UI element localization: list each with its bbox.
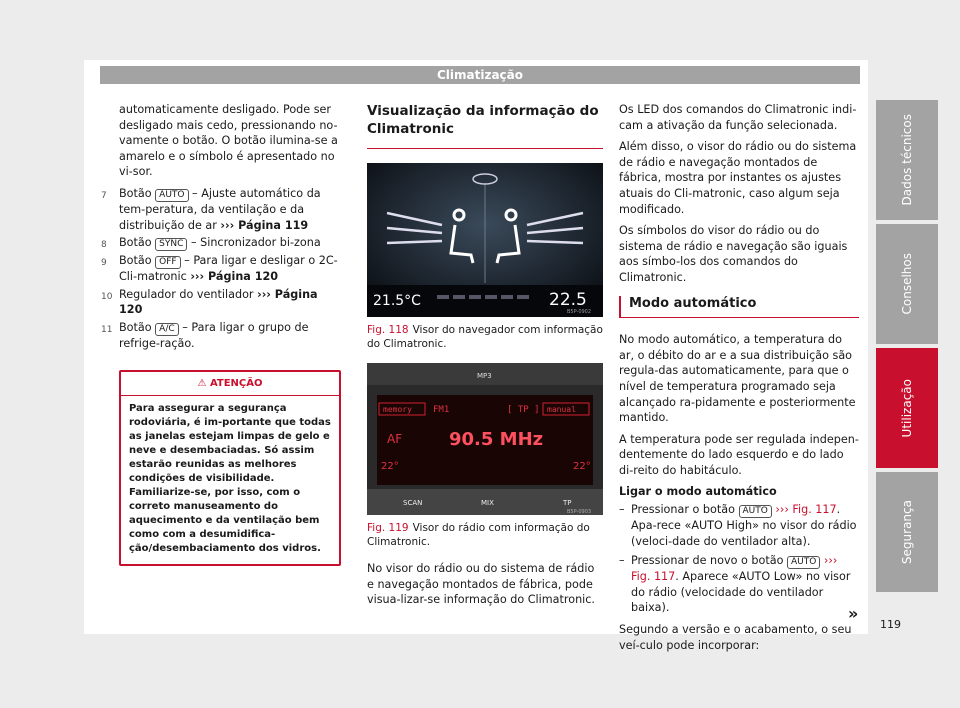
section-header: Climatização: [100, 66, 860, 84]
warning-text: Para assegurar a segurança rodoviária, é im-portante que todas as janelas estejam limpas de gelo e neve e desembaciadas. Só assim estarão reunidas as melhores condições de visibilidade. Familiarize-se, por isso, com o correto manuseamento do aquecimento e da ventilação bem como com a desumidifica-ção/desembaciamento dos vidros.: [121, 396, 339, 564]
paragraph: Além disso, o visor do rádio ou do sistema de rádio e navegação montados de fábrica, mostra por instantes os ajustes atuais do Cli-matronic, caso algum seja modificado.: [619, 140, 857, 216]
warning-box: [119, 370, 341, 567]
figure-119: [367, 363, 603, 515]
page-number: 119: [880, 618, 901, 631]
column-1: [101, 102, 341, 566]
figure-ref[interactable]: ››› Fig. 117: [631, 554, 838, 584]
temp-left: 22°: [381, 461, 399, 472]
procedure-step: – Pressionar de novo o botão AUTO ››› Fig. 117. Aparece «AUTO Low» no visor do rádio (velocidade do ventilador baixa).: [619, 553, 859, 616]
button-list-item: [101, 235, 341, 251]
button-list-item: [101, 287, 341, 318]
item-number: 11: [101, 324, 113, 335]
temp-left: 21.5°C: [373, 293, 421, 309]
continue-chevron: »: [848, 604, 859, 623]
temp-right: 22°: [573, 461, 591, 472]
button-list: [101, 186, 341, 352]
body-text: No visor do rádio ou do sistema de rádio e navegação montados de fábrica, pode visua-lizar-se informação do Climatronic.: [367, 562, 595, 607]
tp-button: TP: [563, 499, 572, 507]
item-prefix: Botão: [119, 254, 152, 268]
paragraph: Os símbolos do visor do rádio ou do sistema de rádio e navegação são iguais aos símbo-los dos comandos do Climatronic.: [619, 224, 848, 284]
intro-text: automaticamente desligado. Pode ser desligado mais cedo, pressionando no-vamente o botão. O botão ilumina-se a amarelo e o símbolo é apresentado no vi-sor.: [119, 103, 338, 179]
scan-button: SCAN: [403, 499, 423, 507]
item-text: – Para ligar e desligar o 2C-Cli-matronic: [119, 254, 338, 284]
key-label: OFF: [155, 256, 180, 269]
af-label: AF: [387, 432, 403, 446]
radio-display-illustration: [367, 363, 603, 515]
figure-label: Fig. 119: [367, 522, 409, 534]
column-2: [367, 102, 603, 614]
frequency-display: 90.5 MHz: [449, 429, 544, 450]
item-number: 9: [101, 258, 107, 269]
button-list-item: [101, 186, 341, 233]
tab-utilizacao[interactable]: Utilização: [876, 348, 938, 468]
item-prefix: Botão: [119, 186, 152, 200]
item-number: 10: [101, 291, 113, 302]
item-prefix: Botão: [119, 236, 152, 250]
temp-right: 22.5: [549, 290, 587, 310]
auto-key: AUTO: [787, 556, 820, 569]
page-ref[interactable]: ››› Página 120: [119, 287, 318, 317]
caption-text: Visor do rádio com informação do Climatronic.: [367, 522, 590, 548]
procedure-title: Ligar o modo automático: [619, 485, 777, 499]
figure-code: B5P-0903: [567, 509, 592, 515]
figure-118-caption: [367, 323, 603, 351]
figure-119-caption: [367, 521, 603, 549]
button-list-item: [101, 320, 341, 352]
section-title: Visualização da informação do Climatronic: [367, 102, 603, 149]
auto-key: AUTO: [739, 505, 772, 518]
key-label: AUTO: [155, 189, 188, 202]
memory-label: memory: [383, 405, 412, 414]
paragraph: A temperatura pode ser regulada indepen-dentemente do lado esquerdo e do lado di-reito do habitáculo.: [619, 432, 859, 477]
item-text: Regulador do ventilador: [119, 287, 258, 301]
page-ref[interactable]: ››› Página 120: [190, 270, 279, 284]
button-list-item: [101, 253, 341, 285]
warning-title: ATENÇÃO: [209, 377, 263, 389]
paragraph: Segundo a versão e o acabamento, o seu veí-culo pode incorporar:: [619, 623, 852, 652]
mp3-label: MP3: [477, 372, 492, 380]
figure-118: [367, 163, 603, 317]
figure-code: B5P-0902: [567, 309, 592, 315]
tab-seguranca[interactable]: Segurança: [876, 472, 938, 592]
column-3: [619, 102, 859, 659]
item-text: – Ajuste automático da tem-peratura, da ventilação e da distribuição de ar: [119, 186, 321, 232]
procedure-step: – Pressionar o botão AUTO ››› Fig. 117. Apa-rece «AUTO High» no visor do rádio (veloci-dade do ventilador alta).: [619, 502, 859, 549]
subsection-title: Modo automático: [619, 296, 859, 319]
tab-conselhos[interactable]: Conselhos: [876, 224, 938, 344]
mix-button: MIX: [481, 499, 494, 507]
paragraph: No modo automático, a temperatura do ar, o débito do ar e a sua distribuição são regula-das automaticamente, para que o nível de temperatura programado seja alcançado ra-pidamente e posteriormente mantido.: [619, 333, 856, 425]
item-number: 8: [101, 240, 107, 251]
item-prefix: Botão: [119, 320, 152, 334]
paragraph: Os LED dos comandos do Climatronic indi-cam a ativação da função selecionada.: [619, 103, 857, 132]
page-ref[interactable]: ››› Página 119: [220, 218, 309, 232]
warning-icon: ⚠: [197, 377, 207, 389]
manual-label: manual: [547, 405, 576, 414]
figure-ref[interactable]: ››› Fig. 117: [775, 503, 837, 517]
item-number: 7: [101, 190, 107, 201]
figure-label: Fig. 118: [367, 324, 409, 336]
navigator-display-illustration: [367, 163, 603, 317]
tp-label: [ TP ]: [507, 405, 540, 415]
caption-text: Visor do navegador com informação do Climatronic.: [367, 324, 603, 350]
key-label: A/C: [155, 323, 178, 336]
tab-dados-tecnicos[interactable]: Dados técnicos: [876, 100, 938, 220]
warning-header: [121, 372, 339, 397]
key-label: SYNC: [155, 238, 187, 251]
item-text: – Para ligar o grupo de refrige-ração.: [119, 320, 309, 350]
fm-label: FM1: [433, 405, 450, 415]
item-text: – Sincronizador bi-zona: [187, 236, 321, 250]
